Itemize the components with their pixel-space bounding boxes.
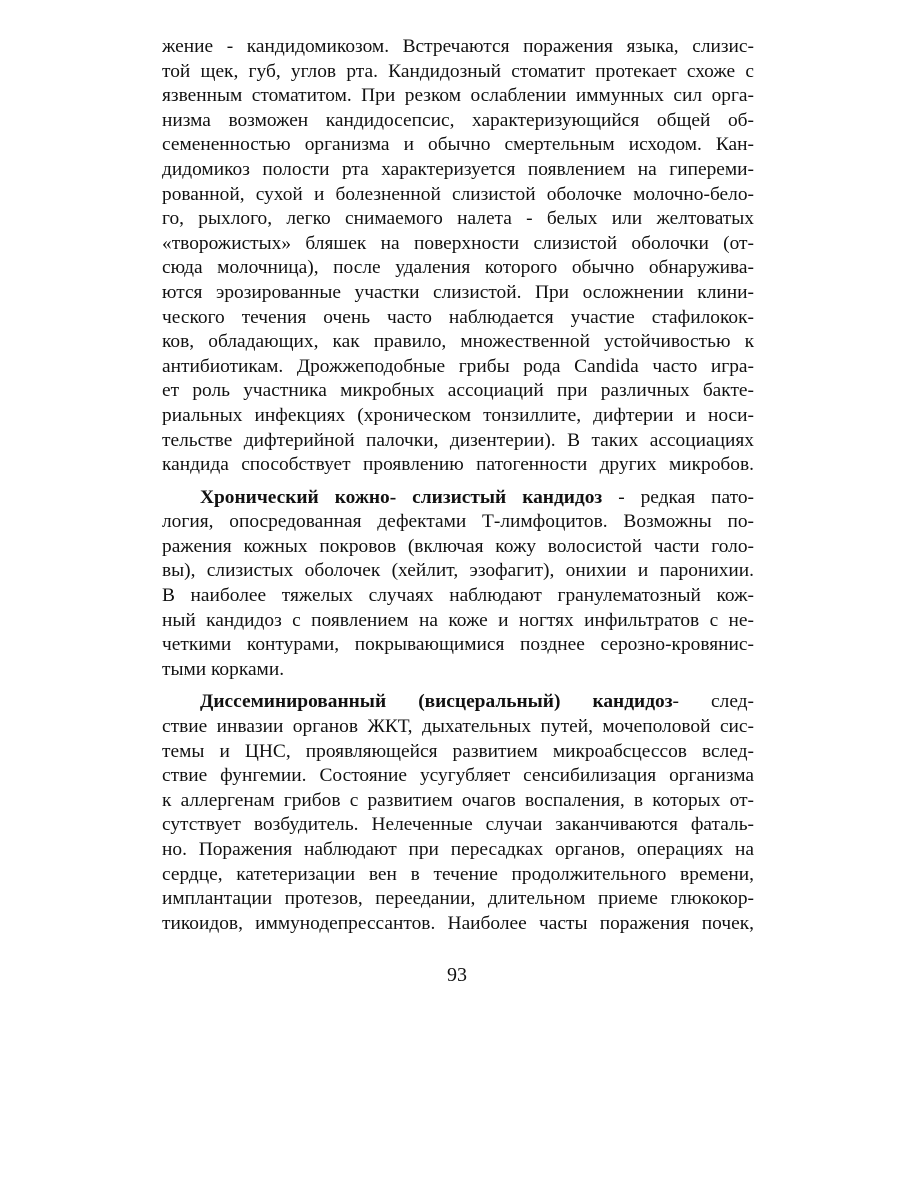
text-line: четкими контурами, покрывающимися позднее серозно-кровянис- bbox=[162, 634, 754, 656]
text-line: рованной, сухой и болезненной слизистой оболочке молочно-бело- bbox=[162, 183, 754, 205]
text-line: темы и ЦНС, проявляющейся развитием микроабсцессов вслед- bbox=[162, 740, 754, 762]
heading-continuation: - след- bbox=[672, 691, 755, 713]
paragraph-disseminated bbox=[162, 690, 754, 936]
section-heading: Хронический кожно- слизистый кандидоз bbox=[200, 486, 603, 508]
text-line: го, рыхлого, легко снимаемого налета - белых или желтоватых bbox=[162, 208, 754, 230]
text-line: антибиотикам. Дрожжеподобные грибы рода Candida часто игра- bbox=[162, 355, 754, 377]
paragraph-candidiasis-oral bbox=[162, 35, 754, 478]
text-line: ный кандидоз с появлением на коже и ногтях инфильтратов с не- bbox=[162, 609, 754, 631]
text-line: В наиболее тяжелых случаях наблюдают гранулематозный кож- bbox=[162, 585, 754, 607]
text-line: кандида способствует проявлению патогенности других микробов. bbox=[162, 454, 754, 476]
text-line: ствие инвазии органов ЖКТ, дыхательных путей, мочеполовой сис- bbox=[162, 716, 754, 738]
section-heading: Диссеминированный (висцеральный) кандидоз bbox=[200, 691, 673, 713]
text-line: но. Поражения наблюдают при пересадках органов, операциях на bbox=[162, 839, 754, 860]
text-line: сюда молочница), после удаления которого обычно обнаружива- bbox=[162, 257, 754, 279]
text-line: ков, обладающих, как правило, множественной устойчивостью к bbox=[162, 331, 754, 353]
text-line: вы), слизистых оболочек (хейлит, эзофагит), онихии и паронихии. bbox=[162, 560, 754, 582]
text-line: той щек, губ, углов рта. Кандидозный стоматит протекает схоже с bbox=[162, 60, 754, 82]
text-line: низма возможен кандидосепсис, характеризующийся общей об- bbox=[162, 109, 754, 131]
text-line: ствие фунгемии. Состояние усугубляет сенсибилизация организма bbox=[162, 765, 754, 787]
text-line: тыми корками. bbox=[162, 658, 285, 680]
text-line: к аллергенам грибов с развитием очагов воспаления, в которых от- bbox=[162, 789, 754, 811]
text-line: риальных инфекциях (хроническом тонзиллите, дифтерии и носи- bbox=[162, 404, 754, 426]
text-line: ческого течения очень часто наблюдается участие стафилокок- bbox=[162, 306, 754, 328]
text-line: дидомикоз полости рта характеризуется появлением на гипереми- bbox=[162, 158, 754, 180]
text-line: имплантации протезов, переедании, длительном приеме глюкокор- bbox=[162, 888, 754, 910]
paragraph-chronic-mucocutaneous bbox=[162, 486, 754, 683]
text-line: жение - кандидомикозом. Встречаются поражения языка, слизис- bbox=[162, 36, 754, 57]
text-line: ражения кожных покровов (включая кожу волосистой части голо- bbox=[162, 535, 754, 557]
heading-continuation: - редкая пато- bbox=[602, 486, 754, 508]
paragraph-first-line bbox=[162, 486, 754, 511]
text-line: сутствует возбудитель. Нелеченные случаи заканчиваются фаталь- bbox=[162, 814, 754, 836]
text-line: сердце, катетеризации вен в течение продолжительного времени, bbox=[162, 863, 754, 885]
text-line: ются эрозированные участки слизистой. При осложнении клини- bbox=[162, 281, 754, 303]
text-line: «творожистых» бляшек на поверхности слизистой оболочки (от- bbox=[162, 232, 754, 254]
text-line: тельстве дифтерийной палочки, дизентерии). В таких ассоциациях bbox=[162, 429, 754, 451]
text-line: семененностью организма и обычно смертельным исходом. Кан- bbox=[162, 134, 754, 156]
paragraph-first-line bbox=[162, 690, 754, 715]
text-line: ет роль участника микробных ассоциаций при различных бакте- bbox=[162, 380, 754, 402]
text-line: тикоидов, иммунодепрессантов. Наиболее часты поражения почек, bbox=[162, 912, 754, 934]
page-body bbox=[162, 35, 754, 936]
text-line: язвенным стоматитом. При резком ослаблении иммунных сил орга- bbox=[162, 85, 754, 107]
page-number: 93 bbox=[447, 964, 467, 986]
text-line: логия, опосредованная дефектами Т-лимфоцитов. Возможны по- bbox=[162, 511, 754, 533]
